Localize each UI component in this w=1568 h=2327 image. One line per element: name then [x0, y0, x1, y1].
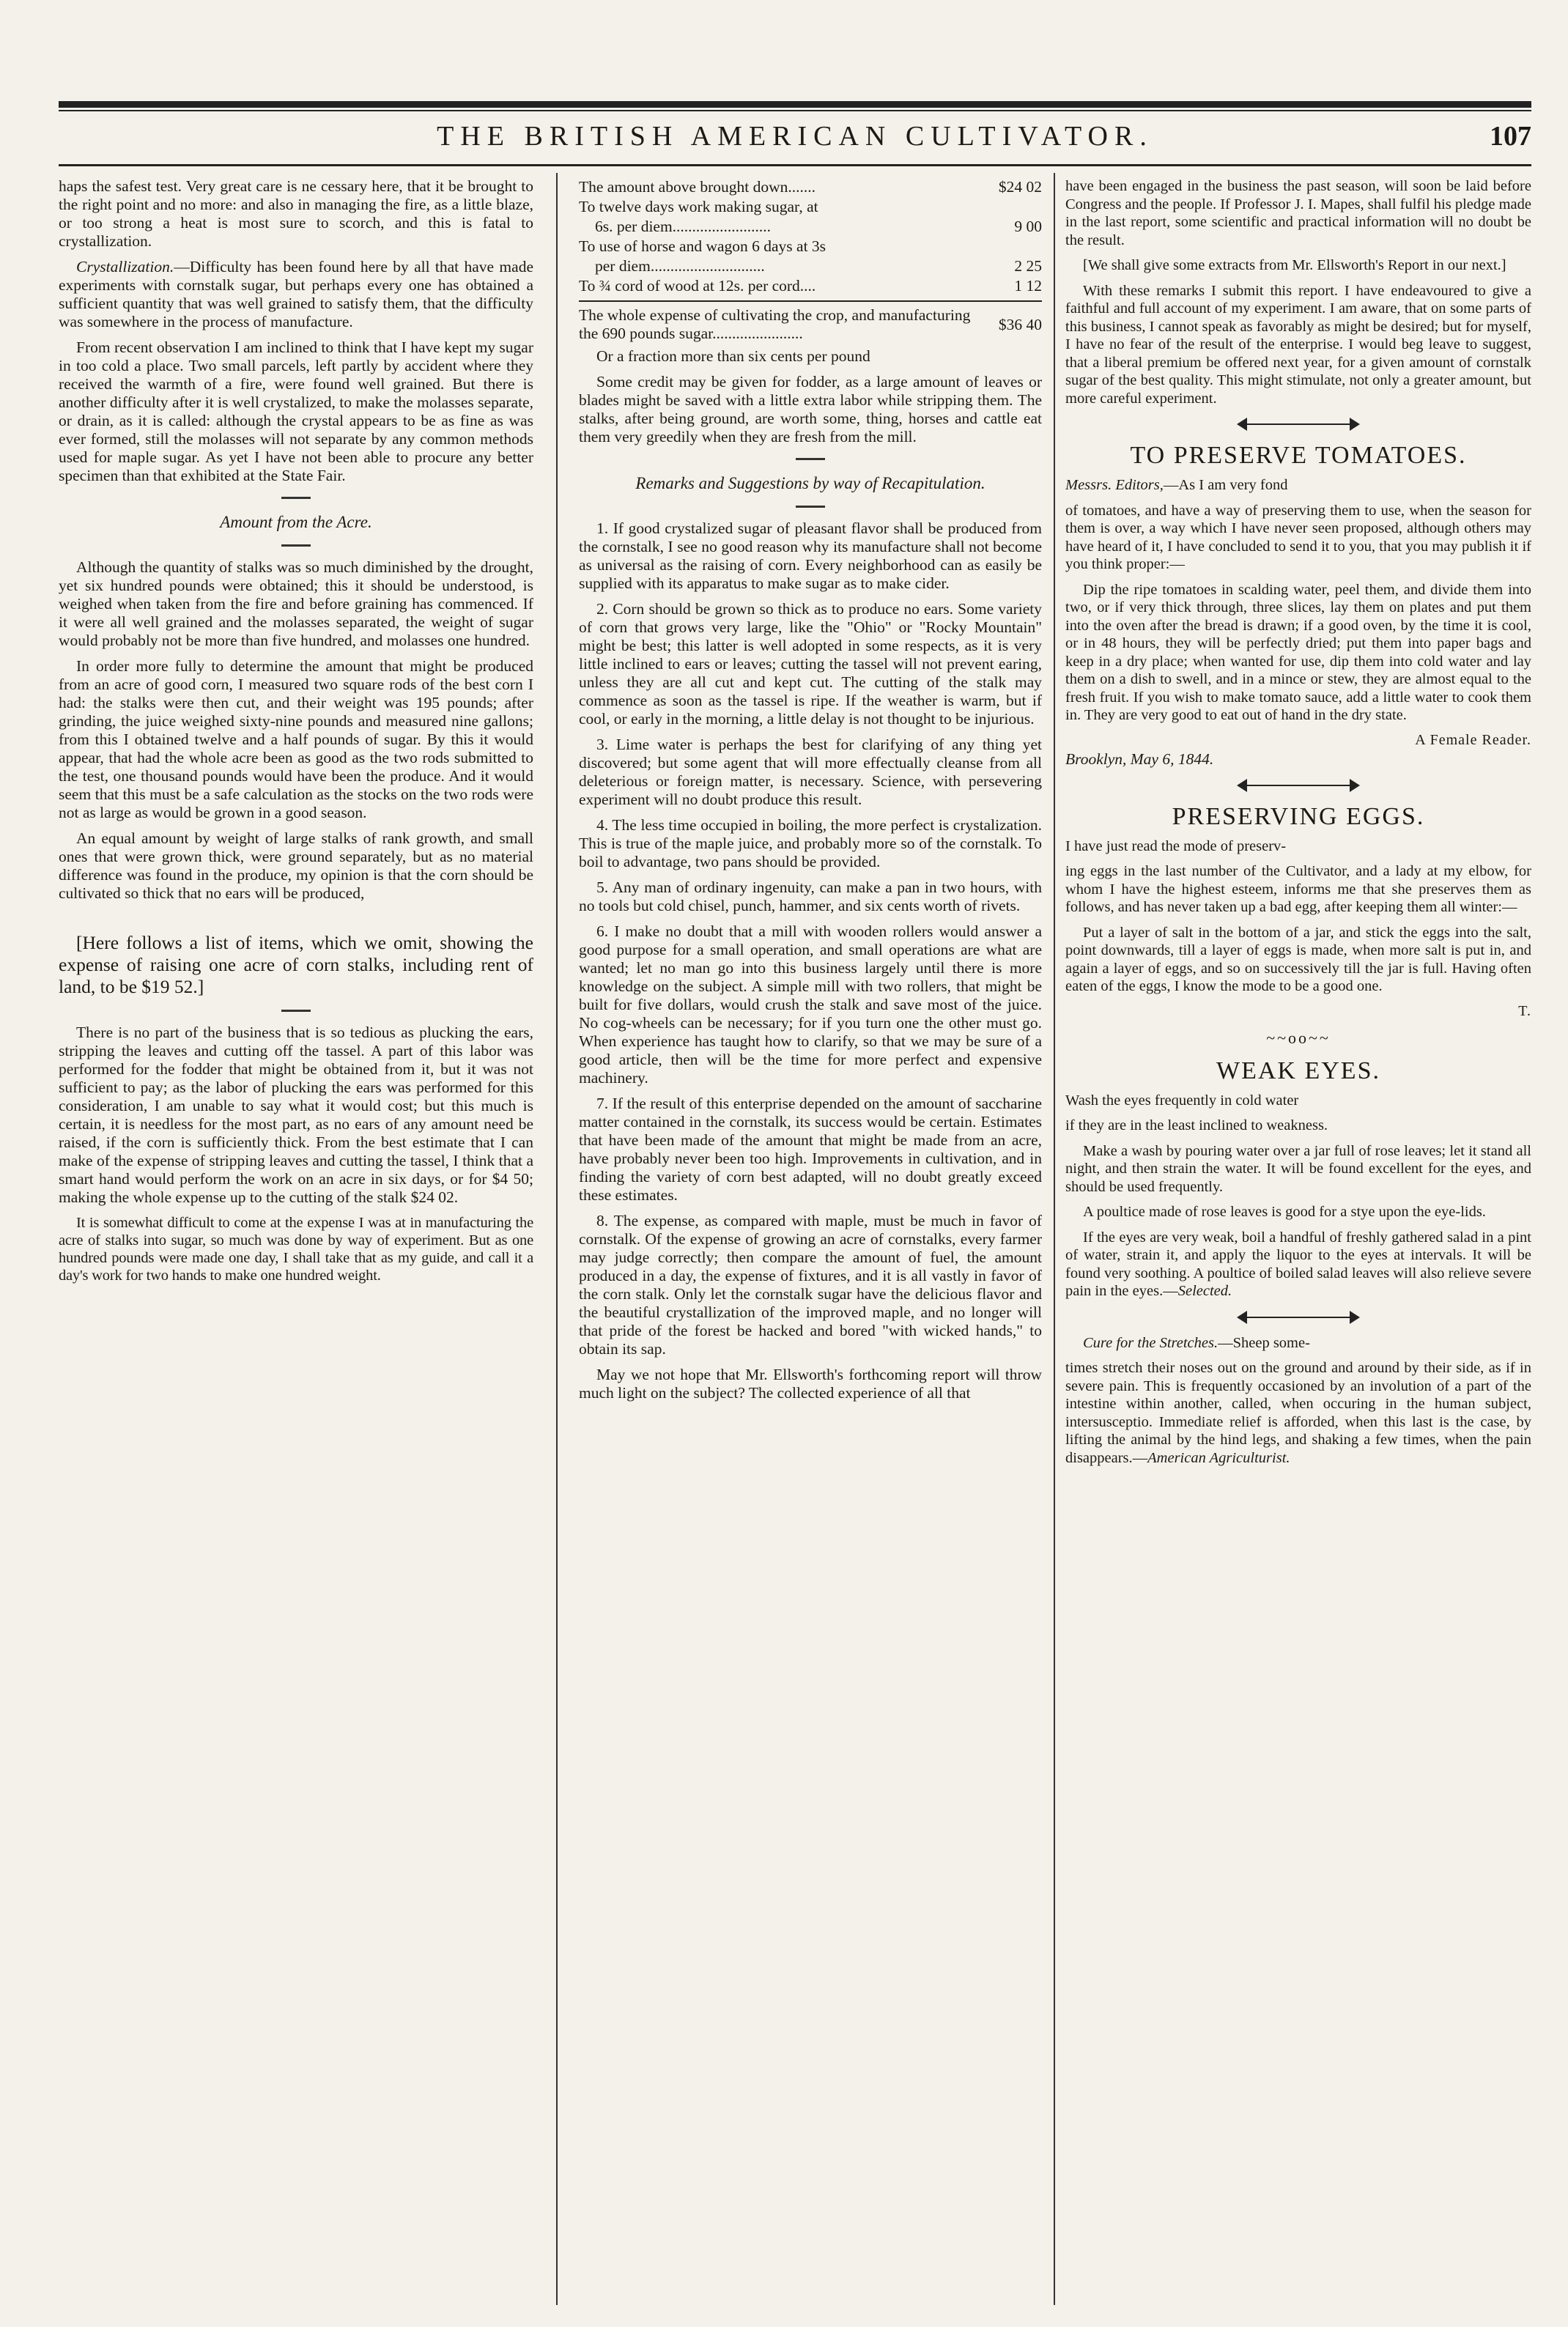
column-left: [59, 177, 533, 2302]
eyes-paragraph-1: if they are in the least inclined to weakness.: [1065, 1117, 1328, 1133]
expense-row: [579, 177, 1042, 197]
expense-total-amount: $36 40: [998, 315, 1042, 333]
expense-rule: [579, 300, 1042, 302]
stretches-lead: Cure for the Stretches.: [1083, 1334, 1218, 1351]
expense-amount: [965, 197, 1042, 217]
eyes-credit: Selected.: [1177, 1283, 1232, 1299]
short-rule: [796, 506, 825, 508]
expense-label: To twelve days work making sugar, at: [579, 198, 818, 215]
expense-amount: 9 00: [1014, 218, 1042, 235]
stretches-paragraph-text: times stretch their noses out on the ground and around by their side, as if in severe pain. This is frequently occasioned by an involution of a part of the intestine within another, called, when occuring in the human subject, intersusceptio. Immediate relief is afforded, when this last is the case, by lifting the animal by the hind legs, and shaking a few times, when the pain disappears.—: [1065, 1360, 1531, 1466]
page-number: 107: [1490, 121, 1531, 152]
expense-total-label: The whole expense of cultivating the crop, and manufacturing the 690 pounds sugar.......................: [579, 306, 971, 342]
eyes-paragraph-2: Make a wash by pouring water over a jar full of rose leaves; let it stand all night, and then strain the water. It will be found excellent for the eyes, and should be used frequently.: [1065, 1142, 1531, 1195]
heading-weak-eyes: WEAK EYES.: [1216, 1057, 1380, 1084]
remark-4: 4. The less time occupied in boiling, the more perfect is crystalization. This is true of the maple juice, and probably more so of the cornstalk. To boil to advantage, two pans should be provided.: [579, 816, 1042, 870]
paragraph-congress: have been engaged in the business the past season, will soon be laid before Congress and the people. If Professor J. I. Mapes, shall fulfil his pledge made in the last report, some scientific and practical information will no doubt be the result.: [1065, 178, 1531, 248]
publication-title: THE BRITISH AMERICAN CULTIVATOR.: [437, 121, 1153, 152]
stretches-lede-text: —Sheep some-: [1218, 1334, 1310, 1351]
paragraph-equal-amount: An equal amount by weight of large stalks of rank growth, and small ones that were grown thick, were ground separately, but as no material difference was found in the produce, my opinion is that the corn should be cultivated so thick that no ears will be produced,: [59, 829, 533, 902]
page-header: [59, 117, 1531, 163]
tomatoes-dateline: Brooklyn, May 6, 1844.: [1065, 750, 1214, 768]
expense-label: 6s. per diem.........................: [595, 218, 772, 235]
ornament-left-icon: [1237, 779, 1247, 792]
expense-label: per diem.............................: [595, 257, 765, 275]
eyes-paragraph-3: A poultice made of rose leaves is good for a stye upon the eye-lids.: [1083, 1204, 1486, 1220]
stretches-credit: American Agriculturist.: [1147, 1449, 1290, 1466]
expense-total-row: [579, 306, 1042, 343]
wavy-divider: ~~oo~~: [1266, 1028, 1331, 1047]
expense-row: [579, 217, 1042, 237]
paragraph-crystallization: [59, 258, 533, 331]
paragraph-fraction-per-pound: Or a fraction more than six cents per pound: [596, 347, 870, 365]
top-border-thin: [59, 110, 1531, 111]
eggs-paragraph-1: ing eggs in the last number of the Cultivator, and a lady at my elbow, for whom I have the highest esteem, informs me that she preserves them as follows, and has never taken up a bad egg, after keeping them all winter:—: [1065, 863, 1531, 915]
short-rule: [281, 497, 311, 499]
expense-amount: 2 25: [1014, 257, 1042, 275]
expense-row: [579, 237, 1042, 256]
remark-3: 3. Lime water is perhaps the best for clarifying of any thing yet discovered; but some agent that will more effectually cleanse from all deleterious or foreign matter, is necessary. Science, with persevering experiment will no doubt produce this result.: [579, 736, 1042, 808]
heading-preserve-tomatoes: TO PRESERVE TOMATOES.: [1130, 442, 1467, 469]
eyes-lede: Wash the eyes frequently in cold water: [1065, 1092, 1299, 1109]
top-border-thick: [59, 101, 1531, 108]
paragraph-credit-fodder: Some credit may be given for fodder, as a large amount of leaves or blades might be saved with a little extra labor while stripping them. The stalks, after being ground, are worth some, thing, horses and cattle eat them very greedily when they are fresh from the mill.: [579, 373, 1042, 445]
column-right: [1065, 177, 1531, 2302]
paragraph-submit-report: With these remarks I submit this report. I have endeavoured to give a faithful and full account of my experiment. I am aware, that on some parts of this business, I cannot speak as favorably as might be desired; but for myself, I have no fear of the result of the enterprise. I would beg leave to suggest, that a liberal premium be offered next year, for a given amount of cornstalk sugar of the best quality. This might stimulate, not only a greater amount, but more careful experiment.: [1065, 282, 1531, 407]
ornament-right-icon: [1350, 1311, 1360, 1324]
paragraph-quantity-of-stalks: Although the quantity of stalks was so much diminished by the drought, yet six hundred pounds were obtained; this it should be understood, is weighed when taken from the fire and before graining has commenced. If it were all well grained and the molasses separated, the weight of sugar would probably not be more than five hundred, and molasses one hundred.: [59, 558, 533, 649]
short-rule: [281, 1010, 311, 1012]
remark-1: 1. If good crystalized sugar of pleasant flavor shall be produced from the cornstalk, I see no good reason why its manufacture shall not become as universal as the raising of corn. Every neighborhood can as easily be supplied with its apparatus to make sugar as to make cider.: [579, 519, 1042, 592]
eyes-paragraph-4-text: If the eyes are very weak, boil a handful of freshly gathered salad in a pint of water, strain it, and apply the liquor to the eyes at intervals. It will be found very soothing. A poultice of boiled salad leaves will also relieve severe pain in the eyes.—: [1065, 1229, 1531, 1299]
paragraph-acre-measurement: In order more fully to determine the amount that might be produced from an acre of good corn, I measured two square rods of the best corn I had: the stalks were then cut, and their weight was 195 pounds; after grinding, the juice weighed sixty-nine pounds and measured nine gallons; from this I obtained twelve and a half pounds of sugar. By this it would appear, that had the whole acre been as good as the two rods submitted to the test, one thousand pounds would have been the produce. And it would seem that this must be a safe calculation as the stocks on the two rods were not as large as would be grown in a good season.: [59, 657, 533, 821]
paragraph-safest-test: haps the safest test. Very great care is ne cessary here, that it be brought to the right point and no more: and also in managing the fire, as a little blaze, or too strong a heat is most sure to scorch, and this is fatal to crystallization.: [59, 177, 533, 250]
expense-label: To ¾ cord of wood at 12s. per cord....: [579, 277, 816, 295]
column-divider-left: [556, 173, 558, 2305]
ornament-left-icon: [1237, 1311, 1247, 1324]
paragraph-manufacturing-expense: It is somewhat difficult to come at the expense I was at in manufacturing the acre of stalks into sugar, so much was done by way of experiment. But as one hundred pounds were made one day, I shall take that as my guide, and call it a day's work for two hands to make one hundred weight.: [59, 1215, 533, 1284]
column-divider-right: [1054, 173, 1055, 2305]
short-rule: [796, 458, 825, 460]
stretches-lede: [1065, 1334, 1531, 1353]
header-underline: [59, 164, 1531, 166]
expense-row: [579, 276, 1042, 296]
section-ornament: [1065, 779, 1531, 792]
crystallization-text: —Difficulty has been found here by all that have made experiments with cornstalk sugar, but perhaps every one has obtained a sufficient quantity that was well grained to satisfy them, that the difficulty was somewhere in the process of manufacture.: [59, 258, 533, 330]
ornament-right-icon: [1350, 779, 1360, 792]
expense-label: The amount above brought down.......: [579, 178, 816, 196]
expense-table: [579, 177, 1042, 296]
remark-9: May we not hope that Mr. Ellsworth's forthcoming report will throw much light on the subject? The collected experience of all that: [579, 1366, 1042, 1402]
ornament-right-icon: [1350, 418, 1360, 431]
tomatoes-salutation: Messrs. Editors,: [1065, 477, 1164, 493]
tomatoes-signature: A Female Reader.: [1415, 731, 1531, 748]
paragraph-plucking-ears: There is no part of the business that is so tedious as plucking the ears, stripping the leaves and cutting off the tassel. A part of this labor was performed for the fodder that might be obtained from it, but it was not sufficient to pay; as the labor of plucking the ears was performed for this consideration, I am unable to say what it would cost; but this much is certain, it is needless for the most part, as no ears of any amount need be raised, if the corn is sufficiently thick. From the best estimate that I can make of the expense of stripping leaves and cutting the tassel, I think that a smart hand would perform the work on an acre in six days, or for $4 50; making the whole expense up to the cutting of the stalk $24 02.: [59, 1024, 533, 1206]
column-middle: [579, 177, 1042, 2302]
remark-2: 2. Corn should be grown so thick as to produce no ears. Some variety of corn that grows very large, like the "Ohio" or "Rocky Mountain" might be best; this latter is well adopted in some respects, as it is very little inclined to ears or leaves; cutting the tassel will not prevent earing, unless they are all cut and kept cut. The cutting of the stalk may commence as soon as the tassel is ripe. If the weather is warm, but if cool, or early in the morning, a little delay is not thought to be injurious.: [579, 600, 1042, 728]
remark-8: 8. The expense, as compared with maple, must be much in favor of cornstalk. Of the expense of growing an acre of cornstalks, every farmer may judge correctly; then compare the amount of fuel, the amount produced in a day, the expense of fixtures, and it is all vastly in favor of the corn stalk. Only let the cornstalk sugar have the delicious flavor and the beautiful crystallization of the improved maple, and no longer will that pride of the forest be hacked and bored "with wicked hands," to obtain its sap.: [579, 1212, 1042, 1358]
paragraph-recent-observation: From recent observation I am inclined to think that I have kept my sugar in too cold a place. Two small parcels, left partly by accident where they received the warmth of a fire, were found well grained. But there is another difficulty after it is well crystalized, to make the molasses separate, or drain, as it is called: although the crystal appears to be as fine as was ever formed, still the molasses will not separate by any common methods used for maple sugar. As yet I have not been able to procure any better specimen than that exhibited at the State Fair.: [59, 338, 533, 484]
eggs-paragraph-2: Put a layer of salt in the bottom of a jar, and stick the eggs into the salt, point downwards, till a layer of eggs is made, when more salt is put in, and again a layer of eggs, and so on successively till the jar is full. Having often eaten of the eggs, I know the mode to be a good one.: [1065, 924, 1531, 994]
tomatoes-lede: [1065, 476, 1531, 495]
expense-row: [579, 256, 1042, 276]
remark-7: 7. If the result of this enterprise depended on the amount of saccharine matter contained in the cornstalk, its success would be certain. Estimates that have been made of the amount that might be made from an acre, have probably never been too high. Improvements in cultivation, and in finding the variety of corn best adapted, will no doubt greatly exceed these estimates.: [579, 1095, 1042, 1204]
stretches-paragraph: [1065, 1359, 1531, 1467]
tomatoes-paragraph-1: of tomatoes, and have a way of preserving them to use, when the season for them is over, a way which I have never seen proposed, although others may have heard of it, I have concluded to send it to you, that you may publish it if you think proper:—: [1065, 502, 1531, 572]
heading-amount-from-acre: Amount from the Acre.: [220, 513, 372, 531]
tomatoes-lede-text: —As I am very fond: [1163, 477, 1288, 493]
eggs-signature: T.: [1518, 1002, 1531, 1019]
expense-amount: 1 12: [1014, 277, 1042, 295]
short-rule: [281, 544, 311, 547]
eggs-lede: I have just read the mode of preserv-: [1065, 837, 1287, 854]
remark-5: 5. Any man of ordinary ingenuity, can make a pan in two hours, with no tools but cold chisel, punch, hammer, and six cents worth of rivets.: [579, 878, 1042, 914]
tomatoes-paragraph-2: Dip the ripe tomatoes in scalding water, peel them, and divide them into two, or if very thick through, three slices, lay them on plates and put them into the oven after the bread is drawn; if a good oven, by the time it is cool, or in 48 hours, they will be perfectly dried; put them into paper bags and keep in a dry place; when wanted for use, dip them into cold water and lay them on a dish to swell, and in a mince or stew, they are almost equal to the fresh fruit. If you wish to make tomato sauce, add a little water to cook them in. They are very good to eat out of hand in the dry state.: [1065, 581, 1531, 723]
expense-amount: $24 02: [998, 178, 1042, 196]
section-ornament: [1065, 1311, 1531, 1324]
section-ornament: [1065, 418, 1531, 431]
heading-preserving-eggs: PRESERVING EGGS.: [1172, 802, 1425, 830]
expense-row: [579, 197, 1042, 217]
ornament-left-icon: [1237, 418, 1247, 431]
eyes-paragraph-4: [1065, 1229, 1531, 1301]
expense-amount: [965, 237, 1042, 256]
crystallization-lead: Crystallization.: [76, 258, 174, 275]
remark-6: 6. I make no doubt that a mill with wooden rollers would answer a good purpose for a small operation, and small operations are what are wanted; let no man go into this business largely until there is more knowledge on the subject. A simple mill with two rollers, that might be built for five dollars, would crush the stalk and save most of the juice. No cog-wheels can be necessary; for if you turn one the other must go. When experience has taught how to clarify, so that we may be sure of a good article, then will be the time for more perfect and expensive machinery.: [579, 922, 1042, 1087]
heading-remarks: Remarks and Suggestions by way of Recapitulation.: [635, 474, 985, 492]
expense-label: To use of horse and wagon 6 days at 3s: [579, 237, 826, 255]
paragraph-editorial-note: [Here follows a list of items, which we omit, showing the expense of raising one acre of corn stalks, including rent of land, to be $19 52.]: [59, 932, 533, 997]
paragraph-ellsworth-note: [We shall give some extracts from Mr. Ellsworth's Report in our next.]: [1083, 257, 1506, 273]
